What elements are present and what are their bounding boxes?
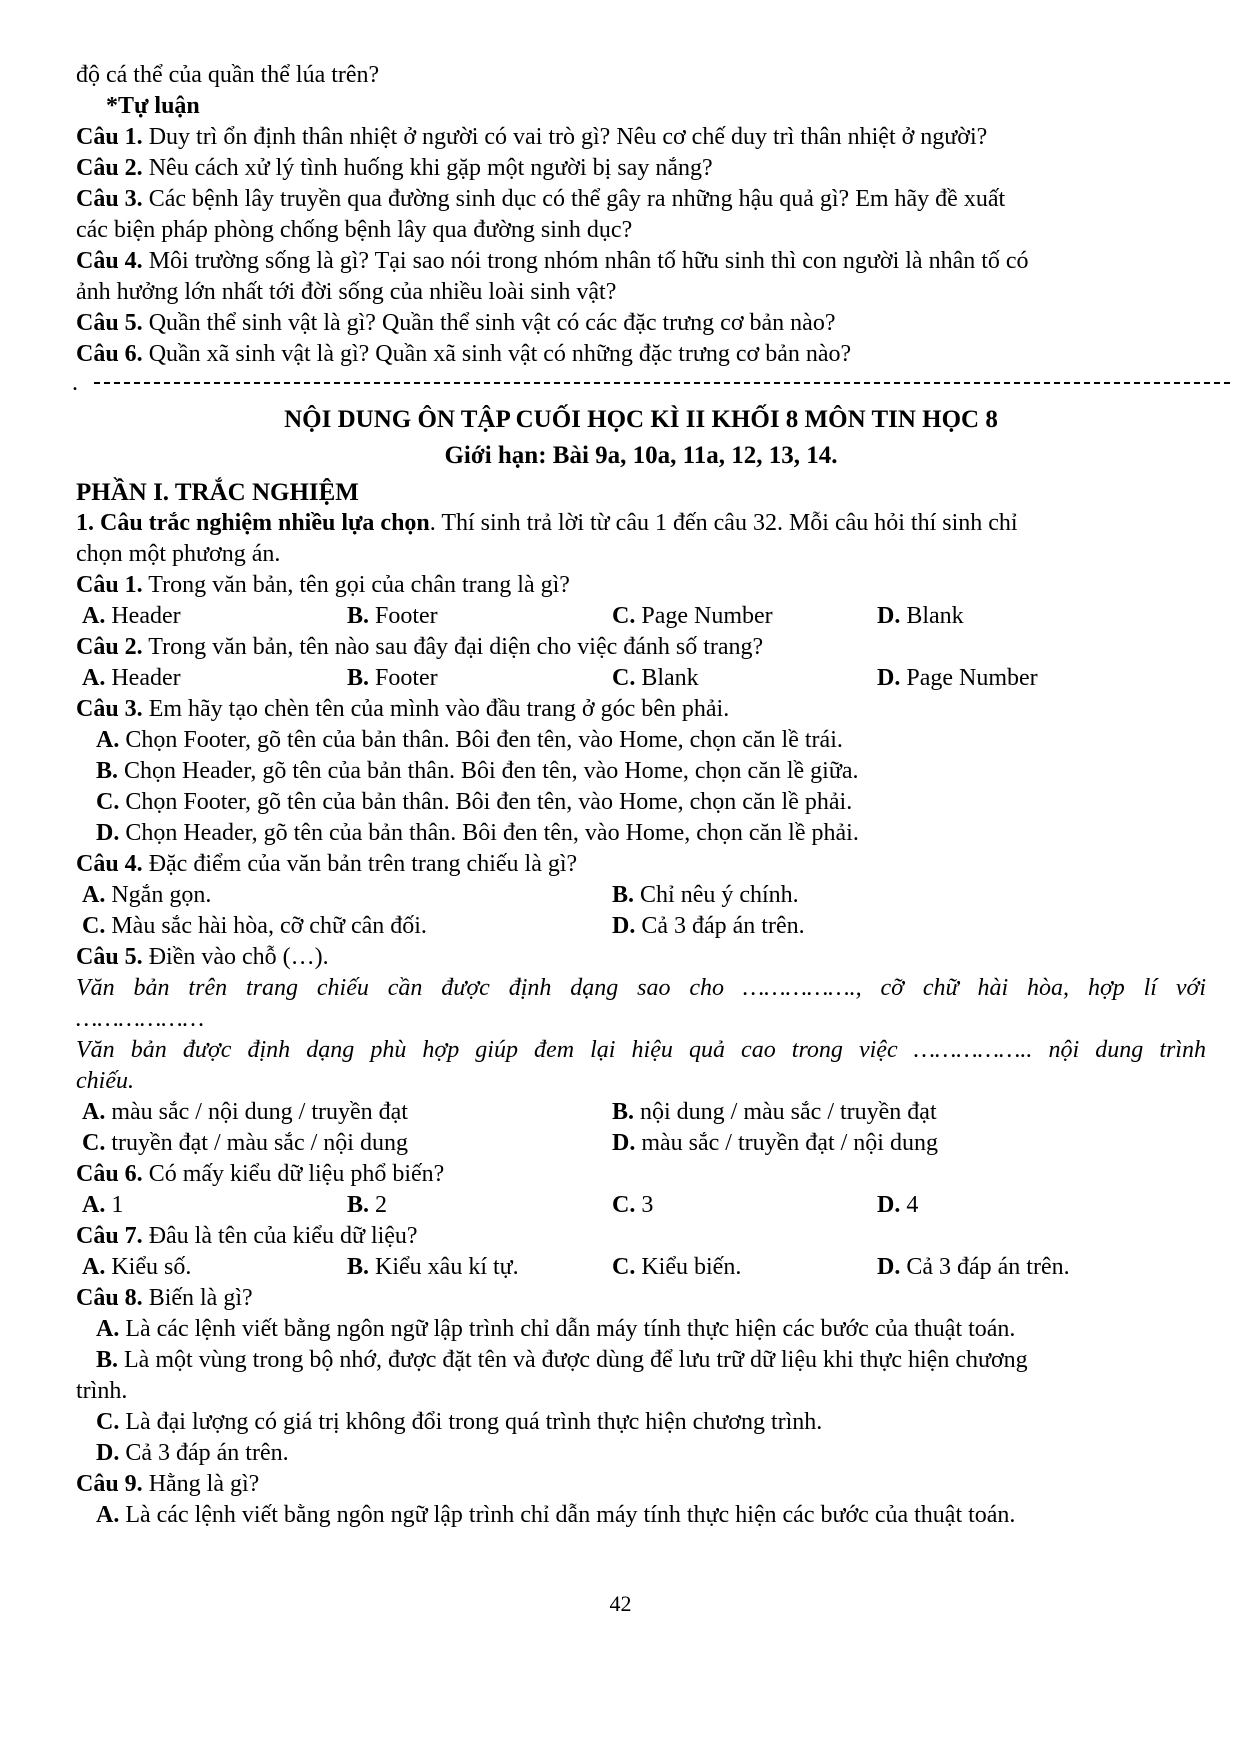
essay-question-3 xyxy=(76,184,1206,215)
option-key: B. xyxy=(96,758,119,784)
option-a xyxy=(76,1500,1206,1531)
section-divider xyxy=(72,370,1206,396)
option-text: 1 xyxy=(105,1192,124,1218)
option-text: Ngắn gọn. xyxy=(105,882,212,908)
option-a xyxy=(82,601,347,632)
option-key: A. xyxy=(82,603,106,629)
intro-bold: 1. Câu trắc nghiệm nhiều lựa chọn xyxy=(76,510,430,536)
option-d xyxy=(877,1190,1142,1221)
question-4-options-row-1 xyxy=(76,880,1206,911)
option-key: C. xyxy=(82,913,106,939)
option-c xyxy=(76,1407,1206,1438)
question-text: Có mấy kiểu dữ liệu phổ biến? xyxy=(142,1161,445,1187)
option-a xyxy=(82,880,612,911)
question-label: Câu 6. xyxy=(76,341,143,367)
option-b xyxy=(76,756,1206,787)
option-text: Cả 3 đáp án trên. xyxy=(119,1440,289,1466)
option-text: Màu sắc hài hòa, cỡ chữ cân đối. xyxy=(105,913,427,939)
option-key: B. xyxy=(347,1254,370,1280)
option-text: Là một vùng trong bộ nhớ, được đặt tên và được dùng để lưu trữ dữ liệu khi thực hiện chương xyxy=(118,1347,1028,1373)
question-text: Đặc điểm của văn bản trên trang chiếu là gì? xyxy=(142,851,578,877)
part-heading: PHẦN I. TRẮC NGHIỆM xyxy=(76,479,359,506)
fill-blank-line-4: chiếu. xyxy=(76,1068,134,1094)
option-c xyxy=(612,1252,877,1283)
option-key: A. xyxy=(96,727,120,753)
question-6-options xyxy=(76,1190,1206,1221)
page-number: 42 xyxy=(609,1591,632,1616)
option-a xyxy=(76,1314,1206,1345)
fill-blank-line-1: Văn bản trên trang chiếu cần được định dạng sao cho ……………., cỡ chữ hài hòa, hợp lí với xyxy=(76,975,1206,1001)
option-key: C. xyxy=(96,1409,120,1435)
question-text: Trong văn bản, tên nào sau đây đại diện cho việc đánh số trang? xyxy=(142,634,764,660)
option-key: D. xyxy=(877,1254,901,1280)
option-d xyxy=(76,818,1206,849)
essay-question-1 xyxy=(76,122,1206,153)
option-c xyxy=(612,601,877,632)
question-5 xyxy=(76,942,1206,973)
question-text: Quần thể sinh vật là gì? Quần thể sinh vật có các đặc trưng cơ bản nào? xyxy=(142,310,836,336)
question-label: Câu 2. xyxy=(76,155,143,181)
option-text: Cả 3 đáp án trên. xyxy=(900,1254,1070,1280)
question-text: Biến là gì? xyxy=(142,1285,253,1311)
document-page xyxy=(72,60,1206,1531)
question-label: Câu 6. xyxy=(76,1161,143,1187)
option-key: A. xyxy=(82,1254,106,1280)
option-d xyxy=(877,601,1142,632)
question-label: Câu 1. xyxy=(76,572,143,598)
option-text: Page Number xyxy=(900,665,1038,691)
option-d xyxy=(76,1438,1206,1469)
option-text: Chọn Header, gõ tên của bản thân. Bôi đen tên, vào Home, chọn căn lề phải. xyxy=(119,820,859,846)
question-1-options xyxy=(76,601,1206,632)
option-c xyxy=(82,911,612,942)
option-key: D. xyxy=(612,1130,636,1156)
essay-question-5 xyxy=(76,308,1206,339)
option-key: B. xyxy=(347,1192,370,1218)
option-c xyxy=(612,1190,877,1221)
option-key: D. xyxy=(877,1192,901,1218)
option-text: nội dung / màu sắc / truyền đạt xyxy=(634,1099,937,1125)
intro-line xyxy=(76,508,1206,539)
question-label: Câu 4. xyxy=(76,248,143,274)
question-label: Câu 4. xyxy=(76,851,143,877)
option-text: Kiểu số. xyxy=(105,1254,192,1280)
option-key: B. xyxy=(612,1099,635,1125)
option-a xyxy=(82,1190,347,1221)
essay-question-3-continuation: các biện pháp phòng chống bệnh lây qua đường sinh dục? xyxy=(76,217,633,243)
option-text: truyền đạt / màu sắc / nội dung xyxy=(105,1130,408,1156)
option-b xyxy=(347,1252,612,1283)
question-label: Câu 3. xyxy=(76,696,143,722)
option-key: C. xyxy=(82,1130,106,1156)
option-b xyxy=(76,1345,1206,1376)
question-text: Hằng là gì? xyxy=(142,1471,260,1497)
question-7-options xyxy=(76,1252,1206,1283)
option-c xyxy=(612,663,877,694)
question-text: Môi trường sống là gì? Tại sao nói trong nhóm nhân tố hữu sinh thì con người là nhân tố có xyxy=(142,248,1029,274)
option-b xyxy=(347,1190,612,1221)
option-text: Chọn Footer, gõ tên của bản thân. Bôi đen tên, vào Home, chọn căn lề trái. xyxy=(119,727,843,753)
question-6 xyxy=(76,1159,1206,1190)
question-1 xyxy=(76,570,1206,601)
option-text: Cả 3 đáp án trên. xyxy=(635,913,805,939)
option-text: màu sắc / nội dung / truyền đạt xyxy=(105,1099,408,1125)
option-a xyxy=(76,725,1206,756)
option-key: B. xyxy=(612,882,635,908)
fill-blank-line-3: Văn bản được định dạng phù hợp giúp đem lại hiệu quả cao trong việc …………….. nội dung trình xyxy=(76,1037,1206,1063)
option-text: Blank xyxy=(900,603,964,629)
option-text: Là các lệnh viết bằng ngôn ngữ lập trình chỉ dẫn máy tính thực hiện các bước của thuật toán. xyxy=(119,1316,1016,1342)
option-key: B. xyxy=(347,603,370,629)
question-label: Câu 7. xyxy=(76,1223,143,1249)
essay-question-6 xyxy=(76,339,1206,370)
option-text: Kiểu xâu kí tự. xyxy=(369,1254,519,1280)
option-text: Header xyxy=(105,665,181,691)
question-label: Câu 9. xyxy=(76,1471,143,1497)
option-key: A. xyxy=(96,1502,120,1528)
question-4 xyxy=(76,849,1206,880)
essay-question-4-continuation: ảnh hưởng lớn nhất tới đời sống của nhiều loài sinh vật? xyxy=(76,279,617,305)
option-text: Footer xyxy=(369,603,438,629)
question-label: Câu 5. xyxy=(76,310,143,336)
option-key: A. xyxy=(82,1099,106,1125)
option-text: 4 xyxy=(900,1192,919,1218)
option-text: Chỉ nêu ý chính. xyxy=(634,882,799,908)
question-label: Câu 3. xyxy=(76,186,143,212)
option-key: C. xyxy=(612,665,636,691)
essay-heading: *Tự luận xyxy=(106,93,200,119)
essay-question-4 xyxy=(76,246,1206,277)
option-key: A. xyxy=(96,1316,120,1342)
question-5-options-row-2 xyxy=(76,1128,1206,1159)
option-key: C. xyxy=(612,1192,636,1218)
question-text: Các bệnh lây truyền qua đường sinh dục có thể gây ra những hậu quả gì? Em hãy đề xuất xyxy=(142,186,1006,212)
section-subtitle: Giới hạn: Bài 9a, 10a, 11a, 12, 13, 14. xyxy=(444,442,838,469)
question-2 xyxy=(76,632,1206,663)
divider-dot: . xyxy=(72,370,78,396)
option-key: A. xyxy=(82,882,106,908)
option-a xyxy=(82,1097,612,1128)
question-text: Em hãy tạo chèn tên của mình vào đầu trang ở góc bên phải. xyxy=(142,696,730,722)
intro-text: . Thí sinh trả lời từ câu 1 đến câu 32. Mỗi câu hỏi thí sinh chỉ xyxy=(429,510,1018,536)
question-text: Trong văn bản, tên gọi của chân trang là gì? xyxy=(142,572,570,598)
question-4-options-row-2 xyxy=(76,911,1206,942)
question-text: Duy trì ổn định thân nhiệt ở người có vai trò gì? Nêu cơ chế duy trì thân nhiệt ở người? xyxy=(142,124,988,150)
option-key: D. xyxy=(96,820,120,846)
option-text: Blank xyxy=(635,665,699,691)
option-key: D. xyxy=(96,1440,120,1466)
option-text: 3 xyxy=(635,1192,654,1218)
question-label: Câu 1. xyxy=(76,124,143,150)
option-a xyxy=(82,663,347,694)
option-text: Footer xyxy=(369,665,438,691)
question-7 xyxy=(76,1221,1206,1252)
option-key: A. xyxy=(82,665,106,691)
option-d xyxy=(612,911,1142,942)
option-c xyxy=(76,787,1206,818)
intro-continuation: chọn một phương án. xyxy=(76,541,281,567)
option-d xyxy=(877,663,1142,694)
option-b xyxy=(347,663,612,694)
option-key: D. xyxy=(877,603,901,629)
essay-question-2 xyxy=(76,153,1206,184)
option-b xyxy=(612,880,1142,911)
question-text: Điền vào chỗ (…). xyxy=(142,944,329,970)
question-9 xyxy=(76,1469,1206,1500)
option-key: C. xyxy=(612,1254,636,1280)
option-key: C. xyxy=(612,603,636,629)
option-text: 2 xyxy=(369,1192,388,1218)
option-a xyxy=(82,1252,347,1283)
question-label: Câu 5. xyxy=(76,944,143,970)
option-c xyxy=(82,1128,612,1159)
question-text: Đâu là tên của kiểu dữ liệu? xyxy=(142,1223,418,1249)
option-key: A. xyxy=(82,1192,106,1218)
option-d xyxy=(877,1252,1142,1283)
question-8 xyxy=(76,1283,1206,1314)
question-5-options-row-1 xyxy=(76,1097,1206,1128)
dashed-rule xyxy=(94,382,1230,384)
option-text: Là các lệnh viết bằng ngôn ngữ lập trình chỉ dẫn máy tính thực hiện các bước của thuật toán. xyxy=(119,1502,1016,1528)
option-text: Page Number xyxy=(635,603,773,629)
option-text: Chọn Header, gõ tên của bản thân. Bôi đen tên, vào Home, chọn căn lề giữa. xyxy=(118,758,859,784)
carry-over-line: độ cá thể của quần thể lúa trên? xyxy=(76,62,380,88)
option-text: Header xyxy=(105,603,181,629)
question-label: Câu 8. xyxy=(76,1285,143,1311)
option-text: Là đại lượng có giá trị không đổi trong quá trình thực hiện chương trình. xyxy=(119,1409,823,1435)
option-b-continuation: trình. xyxy=(76,1378,128,1404)
question-text: Quần xã sinh vật là gì? Quần xã sinh vật có những đặc trưng cơ bản nào? xyxy=(142,341,852,367)
question-text: Nêu cách xử lý tình huống khi gặp một người bị say nắng? xyxy=(142,155,713,181)
option-key: C. xyxy=(96,789,120,815)
section-title: NỘI DUNG ÔN TẬP CUỐI HỌC KÌ II KHỐI 8 MÔN TIN HỌC 8 xyxy=(284,406,998,433)
option-key: B. xyxy=(347,665,370,691)
fill-blank-line-2: ……………… xyxy=(76,1006,205,1032)
option-text: màu sắc / truyền đạt / nội dung xyxy=(635,1130,938,1156)
question-label: Câu 2. xyxy=(76,634,143,660)
option-text: Chọn Footer, gõ tên của bản thân. Bôi đen tên, vào Home, chọn căn lề phải. xyxy=(119,789,853,815)
option-d xyxy=(612,1128,1142,1159)
question-2-options xyxy=(76,663,1206,694)
option-b xyxy=(347,601,612,632)
option-key: B. xyxy=(96,1347,119,1373)
option-key: D. xyxy=(612,913,636,939)
option-key: D. xyxy=(877,665,901,691)
question-3 xyxy=(76,694,1206,725)
option-text: Kiểu biến. xyxy=(635,1254,742,1280)
option-b xyxy=(612,1097,1142,1128)
